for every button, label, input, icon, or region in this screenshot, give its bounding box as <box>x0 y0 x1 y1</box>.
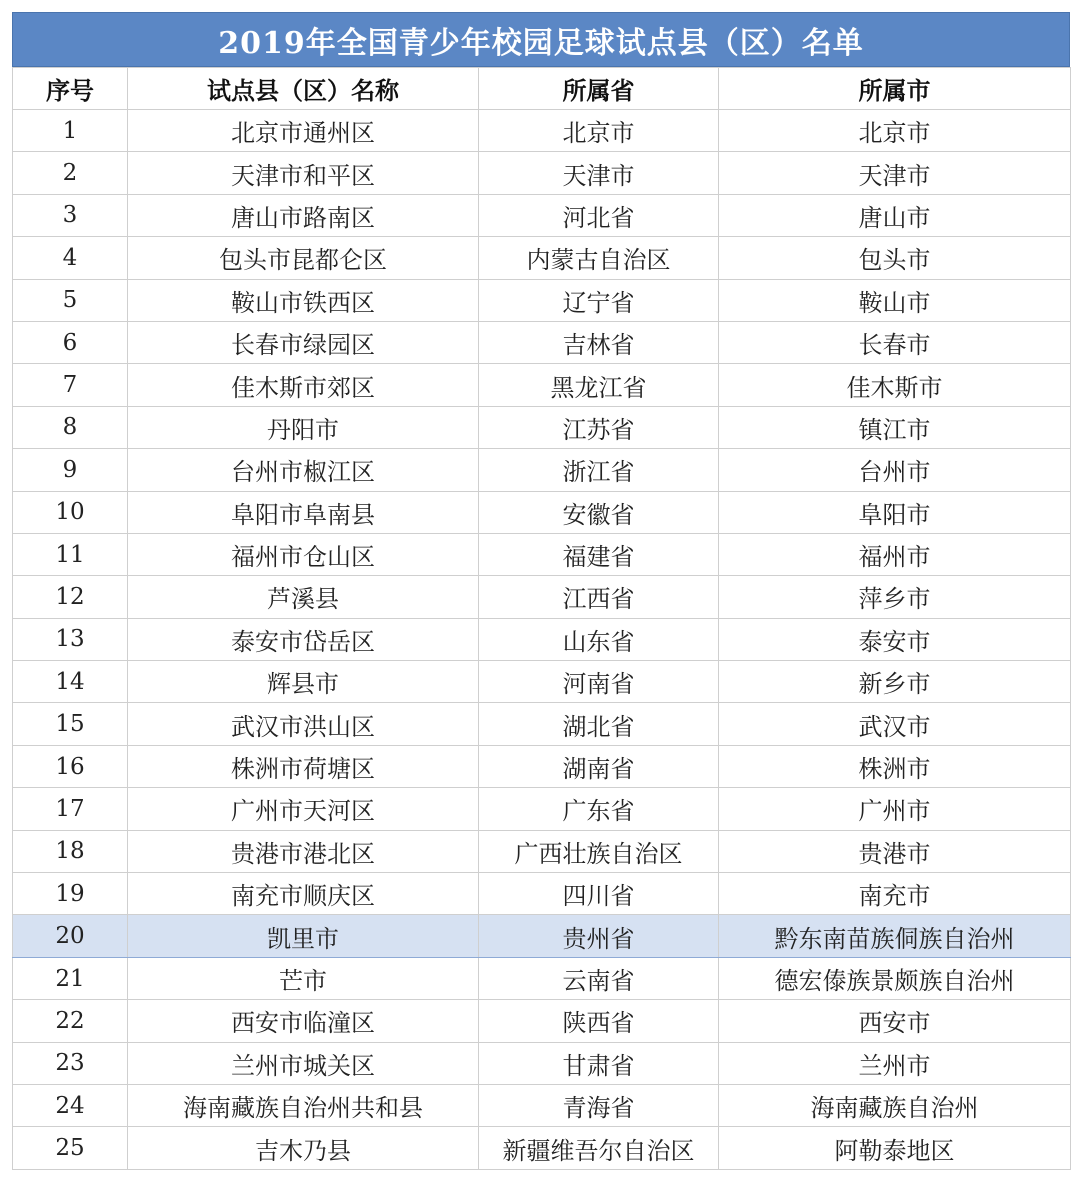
table-row <box>13 873 1071 915</box>
cell-province: 新疆维吾尔自治区 <box>479 1127 719 1169</box>
cell-county-name: 广州市天河区 <box>128 788 479 830</box>
cell-city: 黔东南苗族侗族自治州 <box>719 915 1071 957</box>
cell-serial-number: 25 <box>13 1127 128 1169</box>
cell-serial-number: 7 <box>13 364 128 406</box>
header-province: 所属省 <box>479 68 719 110</box>
cell-province: 贵州省 <box>479 915 719 957</box>
cell-serial-number: 2 <box>13 152 128 194</box>
cell-province: 吉林省 <box>479 321 719 363</box>
cell-county-name: 鞍山市铁西区 <box>128 279 479 321</box>
cell-county-name: 兰州市城关区 <box>128 1042 479 1084</box>
cell-city: 北京市 <box>719 110 1071 152</box>
cell-county-name: 丹阳市 <box>128 406 479 448</box>
cell-city: 武汉市 <box>719 703 1071 745</box>
cell-city: 泰安市 <box>719 618 1071 660</box>
cell-county-name: 芦溪县 <box>128 576 479 618</box>
cell-city: 德宏傣族景颇族自治州 <box>719 957 1071 999</box>
cell-province: 甘肃省 <box>479 1042 719 1084</box>
cell-city: 南充市 <box>719 873 1071 915</box>
cell-serial-number: 8 <box>13 406 128 448</box>
cell-city: 包头市 <box>719 237 1071 279</box>
cell-serial-number: 4 <box>13 237 128 279</box>
cell-city: 台州市 <box>719 449 1071 491</box>
cell-province: 江西省 <box>479 576 719 618</box>
cell-province: 福建省 <box>479 533 719 575</box>
cell-city: 兰州市 <box>719 1042 1071 1084</box>
pilot-county-table <box>12 67 1071 1170</box>
cell-province: 广东省 <box>479 788 719 830</box>
cell-province: 广西壮族自治区 <box>479 830 719 872</box>
cell-province: 安徽省 <box>479 491 719 533</box>
cell-county-name: 西安市临潼区 <box>128 1000 479 1042</box>
header-row <box>13 68 1071 110</box>
cell-serial-number: 22 <box>13 1000 128 1042</box>
cell-county-name: 天津市和平区 <box>128 152 479 194</box>
spreadsheet <box>12 12 1070 1170</box>
cell-county-name: 泰安市岱岳区 <box>128 618 479 660</box>
table-row <box>13 1127 1071 1169</box>
cell-city: 阜阳市 <box>719 491 1071 533</box>
cell-serial-number: 16 <box>13 745 128 787</box>
table-row <box>13 703 1071 745</box>
table-row <box>13 1000 1071 1042</box>
cell-city: 镇江市 <box>719 406 1071 448</box>
cell-county-name: 福州市仓山区 <box>128 533 479 575</box>
table-row <box>13 1042 1071 1084</box>
table-row <box>13 110 1071 152</box>
cell-province: 天津市 <box>479 152 719 194</box>
cell-province: 河北省 <box>479 194 719 236</box>
cell-city: 株洲市 <box>719 745 1071 787</box>
table-row <box>13 152 1071 194</box>
table-body <box>13 110 1071 1170</box>
cell-serial-number: 10 <box>13 491 128 533</box>
cell-province: 湖南省 <box>479 745 719 787</box>
cell-province: 内蒙古自治区 <box>479 237 719 279</box>
cell-province: 陕西省 <box>479 1000 719 1042</box>
cell-serial-number: 5 <box>13 279 128 321</box>
cell-serial-number: 21 <box>13 957 128 999</box>
cell-serial-number: 1 <box>13 110 128 152</box>
table-row <box>13 745 1071 787</box>
cell-county-name: 长春市绿园区 <box>128 321 479 363</box>
cell-serial-number: 6 <box>13 321 128 363</box>
cell-county-name: 台州市椒江区 <box>128 449 479 491</box>
cell-city: 西安市 <box>719 1000 1071 1042</box>
table-title: 2019年全国青少年校园足球试点县（区）名单 <box>12 12 1070 67</box>
cell-county-name: 佳木斯市郊区 <box>128 364 479 406</box>
table-row <box>13 576 1071 618</box>
table-row <box>13 915 1071 957</box>
table-row <box>13 533 1071 575</box>
table-row <box>13 788 1071 830</box>
cell-province: 山东省 <box>479 618 719 660</box>
cell-province: 云南省 <box>479 957 719 999</box>
cell-city: 萍乡市 <box>719 576 1071 618</box>
cell-province: 北京市 <box>479 110 719 152</box>
table-row <box>13 618 1071 660</box>
header-county-name: 试点县（区）名称 <box>128 68 479 110</box>
table-row <box>13 957 1071 999</box>
cell-province: 四川省 <box>479 873 719 915</box>
cell-county-name: 北京市通州区 <box>128 110 479 152</box>
cell-province: 浙江省 <box>479 449 719 491</box>
cell-county-name: 唐山市路南区 <box>128 194 479 236</box>
cell-city: 福州市 <box>719 533 1071 575</box>
cell-serial-number: 14 <box>13 661 128 703</box>
table-row <box>13 830 1071 872</box>
cell-serial-number: 11 <box>13 533 128 575</box>
cell-county-name: 阜阳市阜南县 <box>128 491 479 533</box>
cell-serial-number: 20 <box>13 915 128 957</box>
cell-province: 黑龙江省 <box>479 364 719 406</box>
cell-province: 辽宁省 <box>479 279 719 321</box>
table-row <box>13 449 1071 491</box>
cell-city: 鞍山市 <box>719 279 1071 321</box>
cell-county-name: 芒市 <box>128 957 479 999</box>
cell-serial-number: 15 <box>13 703 128 745</box>
cell-city: 佳木斯市 <box>719 364 1071 406</box>
cell-city: 海南藏族自治州 <box>719 1084 1071 1126</box>
table-row <box>13 237 1071 279</box>
table-row <box>13 194 1071 236</box>
cell-serial-number: 24 <box>13 1084 128 1126</box>
cell-county-name: 武汉市洪山区 <box>128 703 479 745</box>
table-row <box>13 279 1071 321</box>
header-serial-number: 序号 <box>13 68 128 110</box>
cell-city: 贵港市 <box>719 830 1071 872</box>
cell-county-name: 包头市昆都仑区 <box>128 237 479 279</box>
table-row <box>13 364 1071 406</box>
cell-city: 长春市 <box>719 321 1071 363</box>
cell-serial-number: 18 <box>13 830 128 872</box>
cell-serial-number: 23 <box>13 1042 128 1084</box>
cell-province: 江苏省 <box>479 406 719 448</box>
table-row <box>13 661 1071 703</box>
cell-serial-number: 13 <box>13 618 128 660</box>
cell-city: 天津市 <box>719 152 1071 194</box>
cell-city: 阿勒泰地区 <box>719 1127 1071 1169</box>
cell-province: 湖北省 <box>479 703 719 745</box>
cell-county-name: 吉木乃县 <box>128 1127 479 1169</box>
cell-serial-number: 3 <box>13 194 128 236</box>
cell-serial-number: 12 <box>13 576 128 618</box>
cell-county-name: 海南藏族自治州共和县 <box>128 1084 479 1126</box>
cell-province: 河南省 <box>479 661 719 703</box>
cell-city: 新乡市 <box>719 661 1071 703</box>
table-row <box>13 406 1071 448</box>
cell-county-name: 凯里市 <box>128 915 479 957</box>
table-row <box>13 1084 1071 1126</box>
cell-county-name: 辉县市 <box>128 661 479 703</box>
cell-city: 唐山市 <box>719 194 1071 236</box>
table-row <box>13 321 1071 363</box>
cell-province: 青海省 <box>479 1084 719 1126</box>
cell-serial-number: 19 <box>13 873 128 915</box>
header-city: 所属市 <box>719 68 1071 110</box>
cell-serial-number: 9 <box>13 449 128 491</box>
cell-county-name: 南充市顺庆区 <box>128 873 479 915</box>
cell-city: 广州市 <box>719 788 1071 830</box>
cell-serial-number: 17 <box>13 788 128 830</box>
table-row <box>13 491 1071 533</box>
cell-county-name: 株洲市荷塘区 <box>128 745 479 787</box>
cell-county-name: 贵港市港北区 <box>128 830 479 872</box>
